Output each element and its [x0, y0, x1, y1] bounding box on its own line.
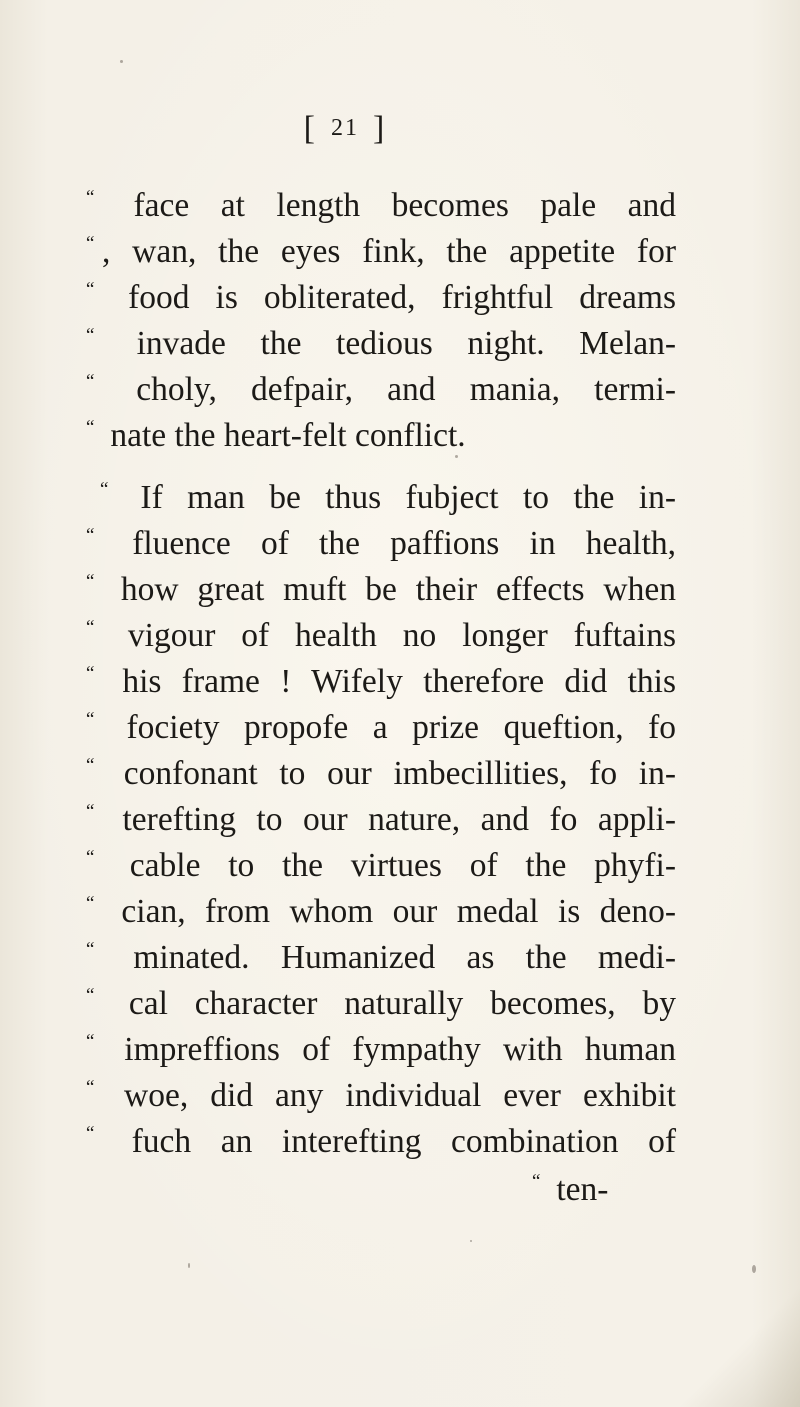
text-line	[86, 606, 677, 654]
quote-mark: “	[86, 1077, 94, 1098]
text-line	[86, 406, 466, 454]
line-text: minated. Humanized as the medi-	[133, 939, 676, 976]
header-open-bracket: [	[303, 110, 317, 147]
line-text: cable to the virtues of the phyfi-	[129, 847, 676, 884]
quote-mark: “	[86, 985, 94, 1006]
text-line	[86, 882, 676, 930]
line-text: face at length becomes pale and	[133, 187, 676, 224]
text-line	[86, 790, 676, 838]
text-line	[86, 1112, 677, 1160]
paper-speck	[470, 1240, 472, 1242]
text-line	[86, 698, 676, 746]
line-text: nate the heart-felt conflict.	[110, 417, 466, 454]
catchword-text: ten-	[556, 1171, 609, 1208]
quote-mark: “	[86, 187, 94, 208]
paper-speck	[188, 1263, 190, 1268]
quote-mark: “	[86, 371, 94, 392]
line-text: fluence of the paffions in health,	[132, 525, 677, 562]
page-number: 21	[331, 115, 359, 141]
text-line	[86, 836, 676, 884]
text-line	[86, 560, 676, 608]
quote-mark: “	[86, 325, 94, 346]
line-text: cian, from whom our medal is deno-	[121, 893, 676, 930]
quote-mark: “	[86, 801, 94, 822]
quote-mark: “	[86, 525, 94, 546]
paper-speck	[752, 1265, 756, 1273]
line-text: his frame ! Wifely therefore did this	[122, 663, 676, 700]
quote-mark: “	[86, 893, 94, 914]
quote-mark: “	[532, 1171, 540, 1192]
line-text: cal character naturally becomes, by	[128, 985, 677, 1022]
quote-mark: “	[86, 233, 94, 254]
quote-mark: “	[86, 755, 94, 776]
text-line	[86, 360, 677, 408]
text-line	[86, 652, 676, 700]
quote-mark: “	[86, 709, 94, 730]
line-text: fuch an interefting combination of	[131, 1123, 677, 1160]
line-text: impreffions of fympathy with human	[124, 1031, 677, 1068]
text-line	[86, 1066, 676, 1114]
line-text: invade the tedious night. Melan-	[136, 325, 676, 362]
quote-mark: “	[86, 1123, 94, 1144]
line-text: If man be thus fubject to the in-	[140, 479, 677, 516]
line-text: food is obliterated, frightful dreams	[128, 279, 677, 316]
line-text: woe, did any individual ever exhibit	[124, 1077, 676, 1114]
text-line	[86, 176, 676, 224]
line-text: vigour of health no longer fuftains	[127, 617, 677, 654]
page-header	[0, 108, 690, 149]
quote-mark: “	[86, 279, 94, 300]
text-line	[86, 514, 677, 562]
line-text: fociety propofe a prize queftion, fo	[126, 709, 676, 746]
quote-mark: “	[86, 939, 94, 960]
line-text: how great muft be their effects when	[120, 571, 676, 608]
line-text: choly, defpair, and mania, termi-	[136, 371, 677, 408]
line-text: confonant to our imbecillities, fo in-	[123, 755, 677, 792]
text-line	[86, 314, 676, 362]
quote-mark: “	[86, 617, 94, 638]
text-line	[100, 468, 677, 516]
line-text: terefting to our nature, and fo appli-	[122, 801, 676, 838]
quote-mark: “	[86, 1031, 94, 1052]
text-line	[86, 268, 677, 316]
quote-mark: “	[86, 571, 94, 592]
page-corner-shadow	[650, 1287, 800, 1407]
header-close-bracket: ]	[373, 110, 387, 147]
text-line	[86, 928, 676, 976]
text-line	[86, 1020, 677, 1068]
paper-speck	[455, 455, 458, 458]
quote-mark: “	[100, 479, 108, 500]
quote-mark: “	[86, 663, 94, 684]
text-line	[86, 744, 677, 792]
quote-mark: “	[86, 417, 94, 438]
catchword	[532, 1160, 642, 1208]
line-text: , wan, the eyes fink, the appetite for	[102, 233, 676, 270]
quote-mark: “	[86, 847, 94, 868]
paper-speck	[120, 60, 123, 63]
text-line	[86, 222, 676, 270]
text-line	[86, 974, 677, 1022]
